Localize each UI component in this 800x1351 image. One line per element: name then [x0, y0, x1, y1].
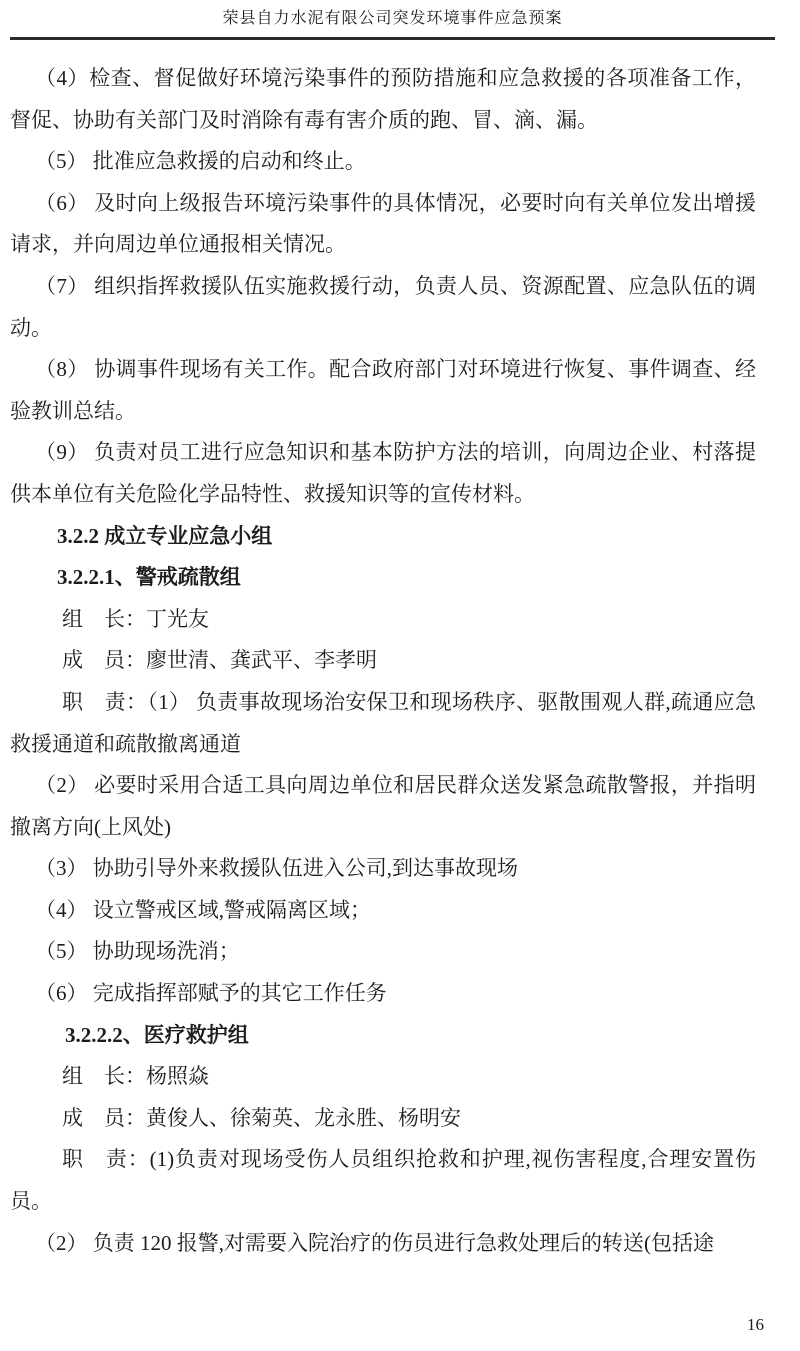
group1-leader-line: 组 长：丁光友	[62, 606, 209, 631]
page-number: 16	[747, 1315, 764, 1334]
paragraph-duty-9: （9） 负责对员工进行应急知识和基本防护方法的培训，向周边企业、村落提供本单位有关危险化学品特性、救援知识等的宣传材料。	[10, 440, 756, 506]
paragraph-duty-4: （4）检查、督促做好环境污染事件的预防措施和应急救援的各项准备工作，督促、协助有关部门及时消除有毒有害介质的跑、冒、滴、漏。	[10, 66, 756, 132]
header-title: 荣县自力水泥有限公司突发环境事件应急预案	[222, 10, 563, 27]
group2-duty-item-1: 职 责：(1)负责对现场受伤人员组织抢救和护理,视伤害程度,合理安置伤员。	[10, 1147, 756, 1214]
group1-duty-item-6: （6） 完成指挥部赋予的其它工作任务	[35, 981, 387, 1006]
paragraph-duty-5: （5） 批准应急救援的启动和终止。	[35, 149, 366, 174]
group1-duty-item-5: （5） 协助现场洗消；	[35, 939, 240, 964]
document-body	[0, 40, 800, 1264]
group1-duty-item-4: （4） 设立警戒区域,警戒隔离区域；	[35, 897, 371, 922]
page-footer	[747, 1315, 764, 1335]
section-heading-3-2-2-2: 3.2.2.2、医疗救护组	[65, 1022, 249, 1047]
section-heading-3-2-2-1: 3.2.2.1、警戒疏散组	[57, 565, 241, 590]
group2-duty-item-2: （2） 负责 120 报警,对需要入院治疗的伤员进行急救处理后的转送(包括途	[35, 1230, 714, 1255]
page-header	[10, 0, 775, 40]
group2-leader-line: 组 长：杨照焱	[62, 1064, 209, 1089]
group1-duty-item-2: （2） 必要时采用合适工具向周边单位和居民群众送发紧急疏散警报，并指明撤离方向(上风处)	[10, 773, 756, 839]
group1-members-line: 成 员：廖世清、龚武平、李孝明	[62, 648, 377, 673]
paragraph-duty-6: （6） 及时向上级报告环境污染事件的具体情况，必要时向有关单位发出增援请求，并向周边单位通报相关情况。	[10, 190, 756, 257]
group1-duty-item-1: 职 责：（1） 负责事故现场治安保卫和现场秩序、驱散围观人群,疏通应急救援通道和疏散撤离通道	[10, 689, 756, 756]
section-heading-3-2-2: 3.2.2 成立专业应急小组	[57, 523, 273, 548]
group1-duty-item-3: （3） 协助引导外来救援队伍进入公司,到达事故现场	[35, 856, 518, 881]
paragraph-duty-8: （8） 协调事件现场有关工作。配合政府部门对环境进行恢复、事件调查、经验教训总结。	[10, 357, 756, 423]
group2-members-line: 成 员：黄俊人、徐菊英、龙永胜、杨明安	[62, 1105, 461, 1130]
paragraph-duty-7: （7） 组织指挥救援队伍实施救援行动，负责人员、资源配置、应急队伍的调动。	[10, 273, 756, 340]
